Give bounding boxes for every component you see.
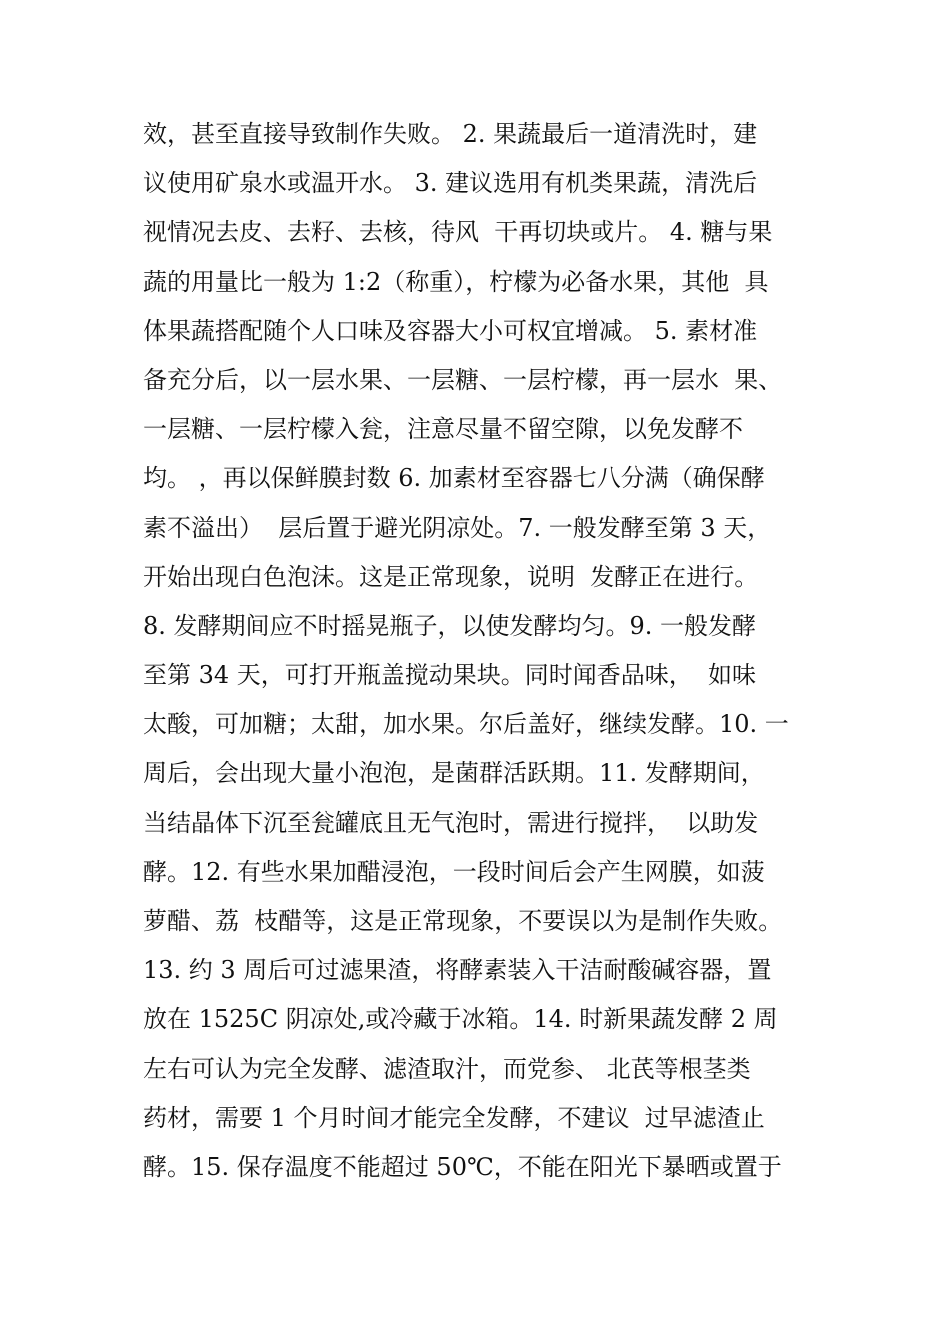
text-line: 当结晶体下沉至瓮罐底且无气泡时，需进行搅拌， 以助发 [143,808,759,837]
text-line: 萝醋、荔 枝醋等，这是正常现象，不要误以为是制作失败。 [143,907,783,935]
text-line: 药材，需要 1 个月时间才能完全发酵，不建议 过早滤渣止 [143,1103,765,1132]
text-line: 开始出现白色泡沫。这是正常现象，说明 发酵正在进行。 [143,562,759,591]
text-line: 素不溢出） 层后置于避光阴凉处。7. 一般发酵至第 3 天， [143,513,772,542]
text-line: 太酸，可加糖；太甜，加水果。尔后盖好，继续发酵。10. 一 [143,710,789,739]
text-line: 蔬的用量比一般为 1:2（称重），柠檬为必备水果，其他 具 [143,267,769,296]
text-line: 备充分后，以一层水果、一层糖、一层柠檬，再一层水 果、 [143,365,783,394]
text-line: 放在 1525C 阴凉处,或冷藏于冰箱。14. 时新果蔬发酵 2 周 [143,1005,778,1034]
text-line: 效，甚至直接导致制作失败。 2. 果蔬最后一道清洗时，建 [143,120,758,148]
text-line: 酵。15. 保存温度不能超过 50℃，不能在阳光下暴晒或置于 [143,1152,782,1181]
text-line: 13. 约 3 周后可过滤果渣，将酵素装入干洁耐酸碱容器，置 [143,956,772,985]
text-line: 体果蔬搭配随个人口味及容器大小可权宜增减。 5. 素材准 [143,316,758,345]
text-line: 议使用矿泉水或温开水。 3. 建议选用有机类果蔬，清洗后 [143,169,758,198]
text-line: 8. 发酵期间应不时摇晃瓶子，以使发酵均匀。9. 一般发酵 [143,611,757,640]
body-text [143,110,823,1192]
text-line: 左右可认为完全发酵、滤渣取汁，而党参、 北芪等根茎类 [143,1054,751,1083]
text-line: 周后，会出现大量小泡泡，是菌群活跃期。11. 发酵期间， [143,759,765,788]
text-line: 一层糖、一层柠檬入瓮，注意尽量不留空隙，以免发酵不 [143,415,743,444]
text-line: 视情况去皮、去籽、去核，待风 干再切块或片。 4. 糖与果 [143,218,773,247]
text-line: 至第 34 天，可打开瓶盖搅动果块。同时闻香品味， 如味 [143,661,757,690]
text-line: 酵。12. 有些水果加醋浸泡，一段时间后会产生网膜，如菠 [143,857,765,886]
text-line: 均。 ，再以保鲜膜封数 6. 加素材至容器七八分满（确保酵 [143,464,765,493]
